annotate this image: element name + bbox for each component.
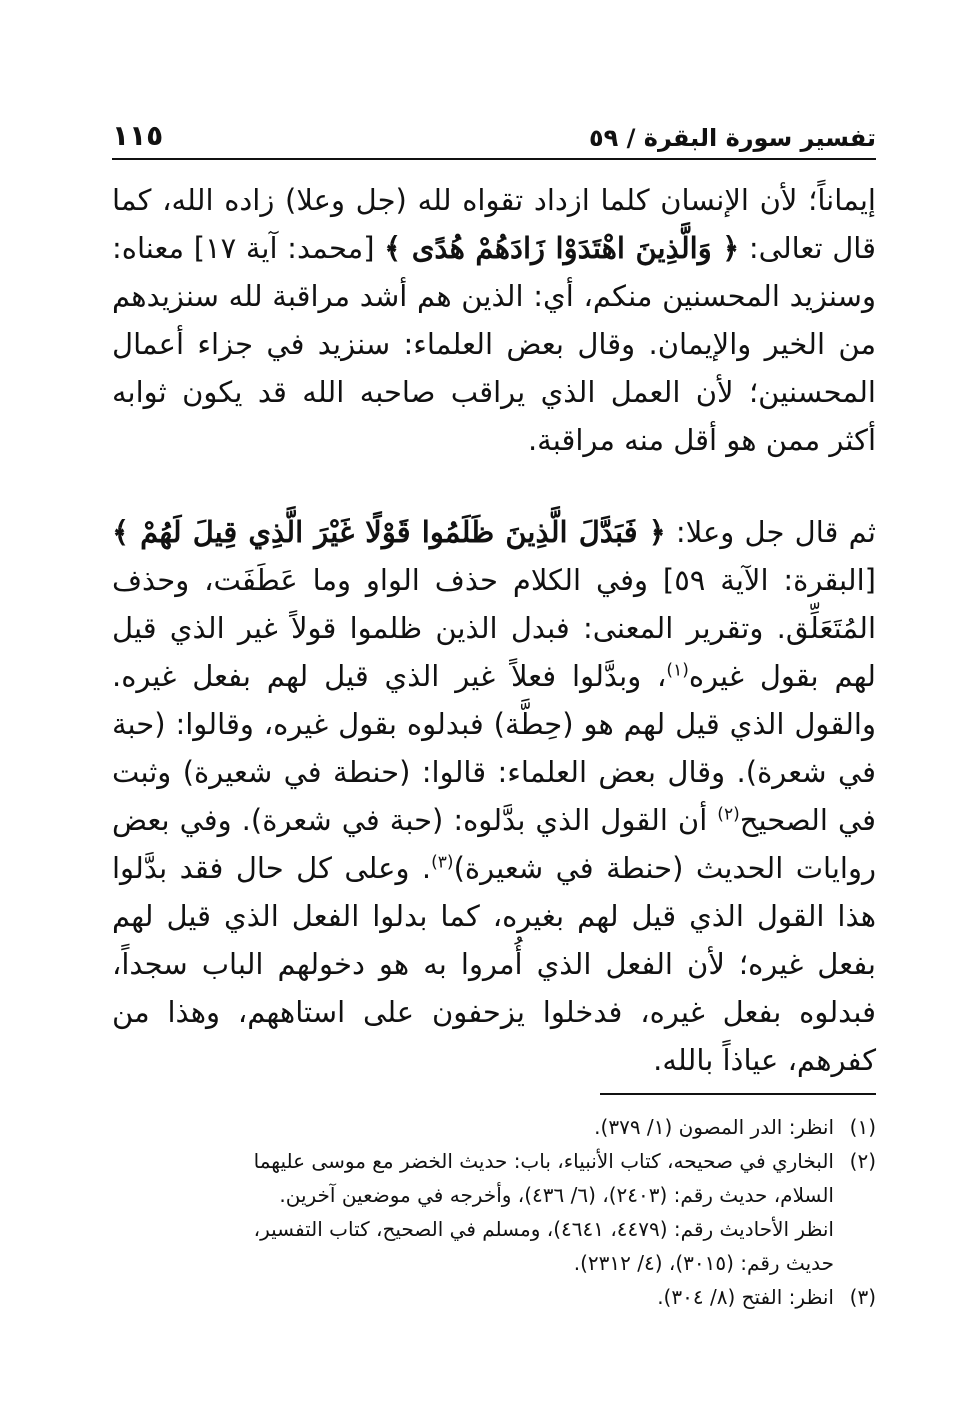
paragraph-1-text-a: إيماناً؛ لأن الإنسان كلما ازداد تقواه لله (جل وعلا) زاده الله، كما قال تعالى: — [112, 183, 876, 265]
page-header — [112, 108, 876, 160]
footnote-line: حديث رقم: (٣٠١٥)، (٤/ ٢٣١٢). — [573, 1251, 834, 1275]
paragraph-2-text-e: . وعلى كل حال فقد بدَّلوا هذا القول الذي قيل لهم بغيره، كما بدلوا الفعل الذي قيل لهم بفعل غيره؛ لأن الفعل الذي أُمروا به هو دخولهم الباب سجداً، فبدلوه بفعل غيره، فدخلوا يزحفون على استاههم، وهذا من كفرهم، عياذاً بالله. — [112, 851, 876, 1077]
footnote-1 — [112, 1110, 876, 1144]
main-text — [112, 176, 876, 1084]
paragraph-1 — [112, 176, 876, 464]
quran-verse-1: ﴿ وَالَّذِينَ اهْتَدَوْا زَادَهُمْ هُدًى ﴾ — [384, 231, 740, 265]
footnote-ref-3[interactable]: (٣) — [431, 852, 454, 873]
footnote-line: انظر: الدر المصون (١/ ٣٧٩). — [594, 1115, 834, 1139]
footnote-line: السلام، حديث رقم: (٢٤٠٣)، (٦/ ٤٣٦)، وأخرجه في موضعين آخرين. — [279, 1183, 834, 1207]
quran-verse-2: ﴿ فَبَدَّلَ الَّذِينَ ظَلَمُوا قَوْلًا غَيْرَ الَّذِي قِيلَ لَهُمْ ﴾ — [112, 515, 666, 549]
paragraph-2 — [112, 508, 876, 1084]
footnote-text — [112, 1110, 834, 1144]
footnote-number: (٢) — [849, 1149, 876, 1173]
footnote-text — [112, 1144, 834, 1280]
paragraph-2-text-d: أن القول الذي بدَّلوه: (حبة في شعرة). وفي بعض روايات الحديث (حنطة في شعيرة) — [112, 803, 876, 885]
footnote-divider — [600, 1093, 876, 1095]
footnote-2 — [112, 1144, 876, 1280]
paragraph-2-text-c: ، وبدَّلوا فعلاً غير الذي قيل لهم بفعل غيره. والقول الذي قيل لهم هو (حِطَّة) فبدلوه بقول غيره، وقالوا: (حبة في شعرة). وقال بعض العلماء: قالوا: (حنطة في شعيرة) وثبت في الصحيح — [112, 659, 877, 837]
paragraph-2-text-a: ثم قال جل وعلا: — [665, 515, 876, 549]
footnote-text — [112, 1280, 834, 1314]
footnote-line: انظر الأحاديث رقم: (٤٤٧٩، ٤٦٤١)، ومسلم في الصحيح، كتاب التفسير، — [253, 1217, 834, 1241]
footnote-number: (١) — [849, 1115, 876, 1139]
page-number: ١١٥ — [112, 119, 164, 152]
paragraph-1-text-b: [محمد: آية ١٧] معناه: وسنزيد المحسنين منكم، أي: الذين هم أشد مراقبة لله سنزيدهم من الخير والإيمان. وقال بعض العلماء: سنزيد في جزاء أعمال المحسنين؛ لأن العمل الذي يراقب صاحبه الله قد يكون ثوابه أكثر ممن هو أقل منه مراقبة. — [112, 231, 876, 457]
footnote-line: البخاري في صحيحه، كتاب الأنبياء، باب: حديث الخضر مع موسى عليهما — [253, 1149, 834, 1173]
footnote-number: (٣) — [849, 1285, 876, 1309]
footnote-line: انظر: الفتح (٨/ ٣٠٤). — [657, 1285, 834, 1309]
footnote-ref-1[interactable]: (١) — [666, 660, 689, 681]
footnotes — [112, 1110, 876, 1314]
footnote-3 — [112, 1280, 876, 1314]
running-title: تفسير سورة البقرة / ٥٩ — [589, 124, 876, 152]
paragraph-2-text-b: [البقرة: الآية ٥٩] وفي الكلام حذف الواو وما عَطَفَت، وحذف المُتَعَلِّق. وتقرير المعنى: فبدل الذين ظلموا قولاً غير الذي قيل لهم بقول غيره — [112, 563, 876, 693]
footnote-ref-2[interactable]: (٢) — [717, 804, 740, 825]
